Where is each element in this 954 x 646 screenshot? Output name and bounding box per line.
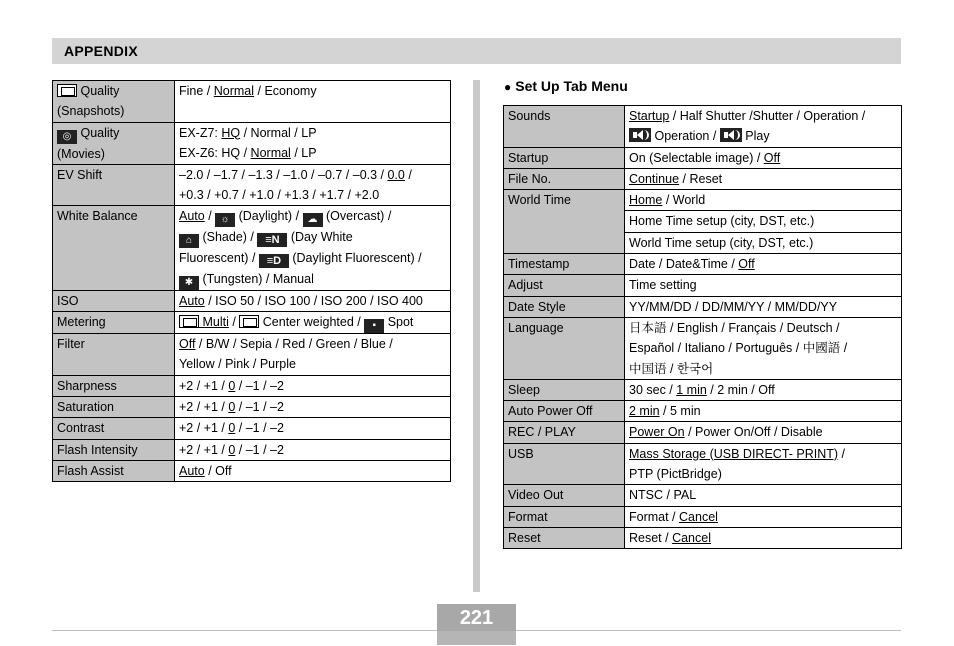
value-text: Operation / [651,129,720,144]
tungsten-icon: ✱ [179,276,199,290]
label-text: (Movies) [57,146,105,161]
row-label: Reset [504,527,625,548]
table-row [504,401,902,422]
value-text: / –1 / –2 [235,421,284,436]
row-value [175,290,451,311]
table-row [504,485,902,506]
value-text: 日本語 / English / Français / Deutsch / [629,320,840,335]
row-label: Date Style [504,296,625,317]
default-value: Off [738,257,755,272]
row-value: World Time setup (city, DST, etc.) [625,232,902,253]
value-text: / –1 / –2 [235,399,284,414]
value-text: / World [662,193,706,208]
row-value [175,334,451,376]
value-text: 中国语 / 한국어 [629,361,714,376]
row-value: NTSC / PAL [625,485,902,506]
header-bar [52,38,901,64]
default-value: Auto [179,463,205,478]
row-value: YY/MM/DD / DD/MM/YY / MM/DD/YY [625,296,902,317]
movie-quality-icon: ◎ [57,130,77,144]
default-value: Multi [199,315,229,330]
table-row [504,275,902,296]
row-value [175,375,451,396]
row-label: EV Shift [53,164,175,206]
row-label: Format [504,506,625,527]
snapshot-quality-icon [57,84,77,97]
default-value: Off [179,337,196,352]
value-text: / LP [290,145,317,160]
row-label: ISO [53,290,175,311]
default-value: 0.0 [387,167,405,182]
camera-settings-table [52,80,451,482]
value-text: Fluorescent) / [179,251,259,266]
section-title-text: Set Up Tab Menu [515,78,628,94]
value-text: Play [741,129,770,144]
overcast-icon: ☁ [303,213,323,227]
page-number-badge [437,604,516,645]
value-text: On (Selectable image) / [629,150,764,165]
default-value: Home [629,193,663,208]
default-value: Auto [179,293,205,308]
value-text: Format / [629,509,680,524]
default-value: 0 [228,378,236,393]
value-text: Center weighted / [259,315,365,330]
value-text: EX-Z6: HQ / [179,145,251,160]
table-row [53,206,451,290]
row-label: Flash Assist [53,460,175,481]
row-value [625,168,902,189]
value-text: / 5 min [659,404,701,419]
row-value [625,422,902,443]
value-text: / [404,167,412,182]
row-label: Saturation [53,396,175,417]
icon-letter: D [273,255,282,268]
table-row [504,443,902,485]
column-divider [473,80,480,592]
value-text: Yellow / Pink / Purple [179,357,296,372]
table-row [53,312,451,334]
value-text: 30 sec / [629,382,677,397]
table-row [504,296,902,317]
default-value: 1 min [676,382,707,397]
value-text: / –1 / –2 [235,442,284,457]
row-label: Startup [504,147,625,168]
row-label: Auto Power Off [504,401,625,422]
row-label: Sleep [504,379,625,400]
value-text: EX-Z7: [179,125,222,140]
value-text: (Tungsten) / Manual [199,271,314,286]
table-row [504,190,902,211]
default-value: Normal [250,145,291,160]
table-row [53,439,451,460]
row-label: Flash Intensity [53,439,175,460]
row-value [175,439,451,460]
value-text: / 2 min / Off [706,382,775,397]
value-text: +2 / +1 / [179,378,229,393]
row-label: Contrast [53,418,175,439]
default-value: Auto [179,209,205,224]
row-label: Video Out [504,485,625,506]
default-value: Continue [629,171,680,186]
row-value [625,379,902,400]
value-text: / ISO 50 / ISO 100 / ISO 200 / ISO 400 [204,293,423,308]
default-value: Power On [629,425,685,440]
default-value: 0 [228,442,236,457]
table-row [504,254,902,275]
spot-metering-icon: ▪ [364,319,384,333]
default-value: 2 min [629,404,660,419]
value-text: +2 / +1 / [179,421,229,436]
value-text: –2.0 / –1.7 / –1.3 / –1.0 / –0.7 / –0.3 / [179,167,388,182]
row-value [175,312,451,334]
row-value: Home Time setup (city, DST, etc.) [625,211,902,232]
row-value [625,254,902,275]
row-value [625,147,902,168]
row-value [625,506,902,527]
page-number: 221 [437,604,516,631]
table-row [504,147,902,168]
value-text: +2 / +1 / [179,442,229,457]
row-label: REC / PLAY [504,422,625,443]
default-value: Cancel [679,509,718,524]
label-text: Quality [80,125,120,140]
label-text: Quality [80,84,120,98]
table-row [53,164,451,206]
table-row [504,317,902,379]
row-label: Sounds [504,106,625,148]
table-row [504,506,902,527]
label-text: (Snapshots) [57,104,125,119]
value-text: / B/W / Sepia / Red / Green / Blue / [195,337,393,352]
table-row [504,168,902,189]
value-text: (Daylight Fluorescent) / [288,251,422,266]
row-value [175,418,451,439]
header-title: APPENDIX [64,43,138,59]
default-value: Cancel [672,530,711,545]
day-white-fluorescent-icon: ≡N [257,233,287,247]
row-value [175,81,451,123]
default-value: HQ [221,125,241,140]
row-label [53,81,175,123]
row-value [625,527,902,548]
row-value: Time setting [625,275,902,296]
value-text: / [228,315,240,330]
table-row [53,334,451,376]
value-text: Español / Italiano / Português / 中國語 / [629,341,848,356]
row-value [175,164,451,206]
value-text: / Off [204,463,232,478]
table-row [53,81,451,123]
value-text: / Normal / LP [240,125,317,140]
row-value [175,396,451,417]
value-text: / Reset [679,171,723,186]
table-row [504,422,902,443]
value-text: / Half Shutter /Shutter / Operation / [669,109,866,123]
bullet-icon: ● [504,80,512,94]
table-row [504,106,902,148]
value-text: Date / Date&Time / [629,257,739,272]
row-value [175,122,451,164]
table-row [53,460,451,481]
table-row [504,527,902,548]
row-label [53,122,175,164]
row-label: File No. [504,168,625,189]
icon-letter: N [271,234,280,247]
row-value [625,317,902,379]
table-row [53,418,451,439]
row-label: White Balance [53,206,175,290]
value-text: +2 / +1 / [179,399,229,414]
default-value: Startup [629,109,670,123]
value-text: (Shade) / [199,230,258,245]
value-text: / Economy [254,84,317,98]
section-title [504,78,628,94]
daylight-fluorescent-icon: ≡D [259,254,289,268]
multi-metering-icon [179,315,199,328]
play-sound-icon [720,128,742,142]
row-value [175,206,451,290]
value-text: (Day White [287,230,353,245]
row-value [175,460,451,481]
value-text: Reset / [629,530,673,545]
row-label: Adjust [504,275,625,296]
default-value: Off [763,150,781,165]
table-row [504,379,902,400]
row-value [625,106,902,148]
row-label: USB [504,443,625,485]
row-value [625,443,902,485]
daylight-icon: ☼ [215,213,235,227]
table-row [53,290,451,311]
setup-tab-table [503,105,902,549]
row-label: Sharpness [53,375,175,396]
value-text: +0.3 / +0.7 / +1.0 / +1.3 / +1.7 / +2.0 [179,188,380,203]
center-weighted-icon [239,315,259,328]
value-text: / [838,446,846,461]
value-text: PTP (PictBridge) [629,467,722,482]
row-label: Filter [53,334,175,376]
default-value: 0 [228,399,236,414]
operation-sound-icon [629,128,651,142]
value-text: (Daylight) / [235,209,303,224]
table-row [53,375,451,396]
row-value [625,190,902,211]
value-text: / –1 / –2 [235,378,284,393]
row-label: Language [504,317,625,379]
value-text: Fine / [179,84,214,98]
value-text: (Overcast) / [322,209,392,224]
value-text: / Power On/Off / Disable [684,425,823,440]
row-label: World Time [504,190,625,254]
default-value: Mass Storage (USB DIRECT- PRINT) [629,446,839,461]
default-value: 0 [228,421,236,436]
value-text: Spot [384,315,414,330]
shade-icon: ⌂ [179,234,199,248]
table-row [53,396,451,417]
default-value: Normal [213,84,255,98]
value-text: / [204,209,216,224]
row-value [625,401,902,422]
page-number-tab [437,631,516,645]
row-label: Metering [53,312,175,334]
row-label: Timestamp [504,254,625,275]
table-row [53,122,451,164]
